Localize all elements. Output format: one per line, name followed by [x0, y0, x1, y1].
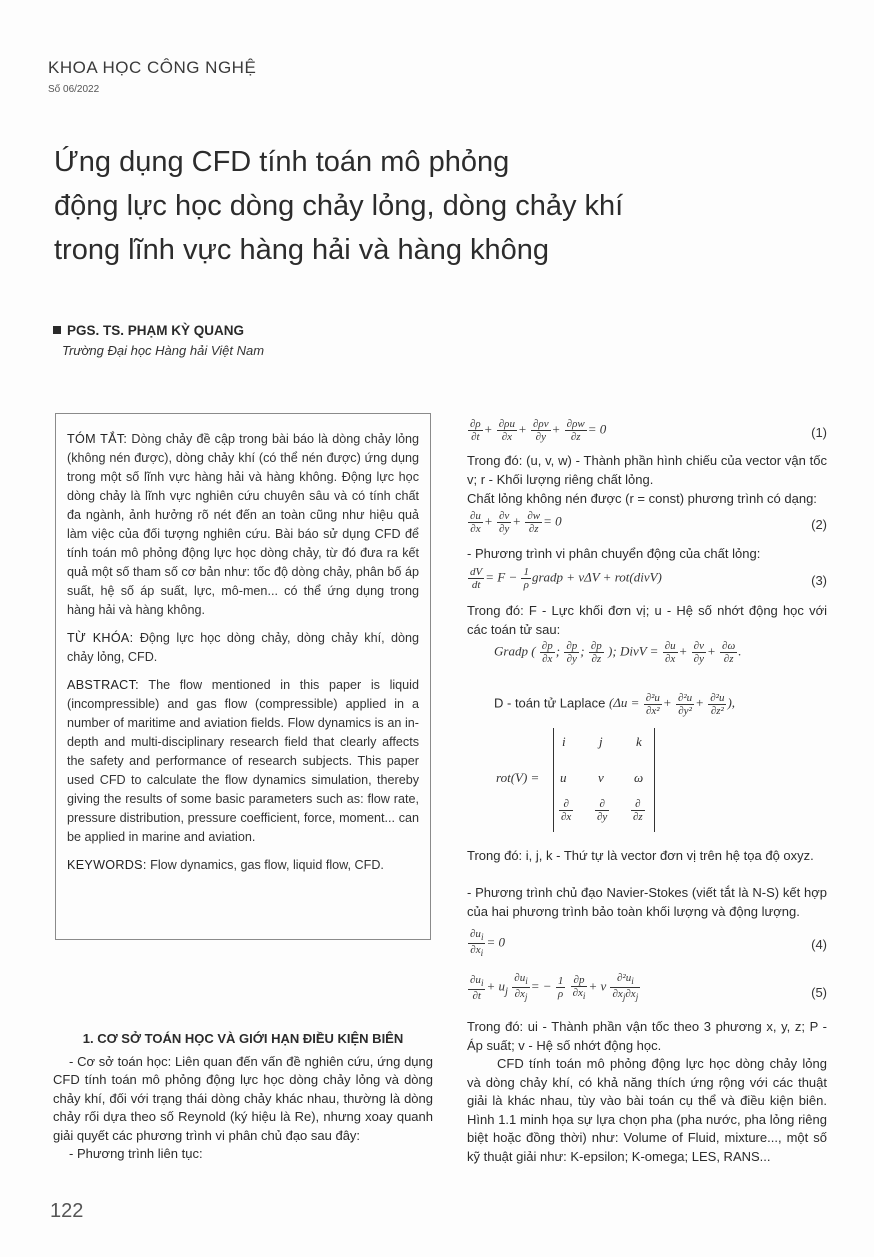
paragraph: Trong đó: (u, v, w) - Thành phần hình chiếu của vector vận tốc v; r - Khối lượng riêng chất lỏng. — [467, 453, 827, 487]
equation-number: (3) — [811, 573, 827, 588]
abstract-text: The flow mentioned in this paper is liquid (incompressible) and gas flow (compressible) applied in a number of maritime and aviation fields. Flow dynamics is an in-depth and multi-disciplinary research field that clearly affects the safety and performance of research subjects. This paper used CFD to calculate the flow dynamics simulation, thereby giving the results of some basic parameters such as: flow rate, pressure distribution, pressure coefficient, force, moment... can be applied in marine and aviation. — [67, 678, 419, 844]
equation-grad-div: Gradp ( $\frac{\partial p}{\partial x}$ ; $\frac{\partial p}{\partial y}$ ; $\frac{\partial p}{\partial z}$ ); DivV = $\frac{\partial u}{\partial x}$ + $\frac{\partial v}{\partial y}$ + $\frac{\partial\omega}{\partial z}$ . — [494, 640, 742, 665]
page-number: 122 — [50, 1200, 84, 1222]
left-column — [53, 1030, 433, 1164]
equation-number: (4) — [811, 937, 827, 952]
abstract-en — [67, 676, 419, 847]
equation-number: (1) — [811, 425, 827, 440]
title-line: động lực học dòng chảy lỏng, dòng chảy khí — [54, 190, 624, 222]
keywords-en-text: Flow dynamics, gas flow, liquid flow, CFD. — [146, 858, 384, 872]
issue-number: Số 06/2022 — [48, 84, 100, 95]
summary-label: TÓM TẮT: — [67, 432, 128, 446]
paragraph: Chất lỏng không nén được (r = const) phương trình có dạng: — [467, 491, 817, 506]
paragraph: CFD tính toán mô phỏng động lực học dòng chảy lỏng và dòng chảy khí, có khả năng thích ứng rộng với các thuật giải là khác nhau, tùy vào bài toán cụ thể và điều kiện biên. Hình 1.1 minh họa sự lựa chọn pha (pha nước, pha lỏng riêng biệt hoặc đồng thời) như: Volume of Fluid, mixture..., một số kỹ thuật giải như: K-epsilon; K-omega; LES, RANS... — [467, 1056, 827, 1164]
paragraph: - Phương trình vi phân chuyển động của chất lỏng: — [467, 546, 761, 561]
summary-vi — [67, 430, 419, 620]
keywords-en — [67, 856, 419, 875]
laplace-text: D - toán tử Laplace — [494, 695, 606, 711]
rot-determinant: i j k u v ω $\frac{\partial}{\partial x}$ $\frac{\partial}{\partial y}$ $\frac{\partial}{\partial z}$ — [553, 728, 655, 832]
affiliation: Trường Đại học Hàng hải Việt Nam — [62, 343, 265, 358]
title-line: trong lĩnh vực hàng hải và hàng không — [54, 234, 550, 266]
equation-3: $\frac{dV}{dt}$ = F − $\frac{1}{\rho}$ gradp + νΔV + rot(divV) (3) — [470, 566, 827, 591]
summary-text: Dòng chảy đề cập trong bài báo là dòng chảy lỏng (không nén được), dòng chảy khí (có thể nén được) ứng dụng trong một số lĩnh vực hàng hải và hàng không. Động lực học dòng chảy là lĩnh vực nghiên cứu chuyên sâu và có tính chất đa ngành, ảnh hưởng rõ nét đến an toàn cũng như hiệu quả làm việc của đối tượng nghiên cứu. Bài báo sử dụng CFD để tính toán mô phỏng động lực học dòng chảy, từ đó đưa ra kết quả một số tham số cơ bản như: tốc độ dòng chảy, phân bố áp suất, hệ số áp suất, lực, mô-men... có thể ứng dụng trong hàng hải và hàng không. — [67, 432, 420, 617]
equation-number: (5) — [811, 985, 827, 1000]
keywords-en-label: KEYWORDS: — [67, 858, 147, 872]
laplace-line: D - toán tử Laplace (Δu = $\frac{\text{∂²u}}{\text{∂x²}}$ + $\frac{\text{∂²u}}{\text{∂y²}}$ + $\frac{\text{∂²u}}{\text{∂z²}}$ ), — [494, 692, 736, 717]
rot-label: rot(V) = — [496, 770, 540, 785]
author-name: PGS. TS. PHẠM KỲ QUANG — [67, 323, 245, 338]
paragraph: Trong đó: i, j, k - Thứ tự là vector đơn vị trên hệ tọa độ oxyz. — [467, 848, 814, 863]
keywords-vi-label: TỪ KHÓA: — [67, 631, 134, 645]
equation-1: $\frac{\partial\rho}{\partial t}$ + $\frac{\partial\rho u}{\partial x}$ + $\frac{\partial\rho v}{\partial y}$ + $\frac{\partial\rho w}{\partial z}$ = 0 (1) — [470, 418, 827, 443]
equation-5: $\frac{\partial u_i}{\partial t}$ + $u_j$ $\frac{\partial u_i}{\partial x_j}$ = − $\frac{1}{\rho}$ $\frac{\partial p}{\partial x_i}$ + ν $\frac{\partial^2u_i}{\partial x_j\partial x_j}$ (5) — [470, 972, 827, 1003]
keywords-vi-text: Động lực học dòng chảy, dòng chảy khí, dòng chảy lỏng, CFD. — [67, 631, 419, 664]
paragraph: Trong đó: ui - Thành phần vận tốc theo 3 phương x, y, z; P - Áp suất; v - Hệ số nhớt động học. — [467, 1019, 827, 1053]
keywords-vi — [67, 629, 419, 667]
paragraph: - Cơ sở toán học: Liên quan đến vấn đề nghiên cứu, ứng dụng CFD tính toán mô phỏng động lực học dòng chảy lỏng và dòng chảy khí, đối với trạng thái dòng chảy khác nhau, thường là dòng chảy rối dựa theo số Reynold (ký hiệu là Re), nhưng xoay quanh giải quyết các phương trình vi phân chủ đạo sau đây: — [53, 1053, 433, 1143]
equation-number: (2) — [811, 517, 827, 532]
bullet-square-icon — [53, 326, 61, 334]
section-heading: 1. CƠ SỞ TOÁN HỌC VÀ GIỚI HẠN ĐIỀU KIỆN BIÊN — [82, 1031, 404, 1046]
title-line: Ứng dụng CFD tính toán mô phỏng — [54, 146, 510, 178]
equation-4: $\frac{\partial u_i}{\partial x_i}$ = 0 (4) — [470, 928, 827, 959]
equation-2: $\frac{\partial u}{\partial x}$ + $\frac{\partial v}{\partial y}$ + $\frac{\partial w}{\partial z}$ = 0 (2) — [470, 510, 827, 535]
author — [53, 323, 244, 338]
section-title: KHOA HỌC CÔNG NGHỆ — [48, 58, 257, 77]
paragraph: - Phương trình liên tục: — [69, 1146, 203, 1161]
paragraph: - Phương trình chủ đạo Navier-Stokes (viết tắt là N-S) kết hợp của hai phương trình bảo toàn khối lượng và động lượng. — [467, 885, 827, 919]
abstract-box — [55, 413, 431, 940]
abstract-label: ABSTRACT: — [67, 678, 139, 692]
paragraph: Trong đó: F - Lực khối đơn vị; u - Hệ số nhớt động học với các toán tử sau: — [467, 603, 827, 637]
article-title — [54, 140, 814, 272]
